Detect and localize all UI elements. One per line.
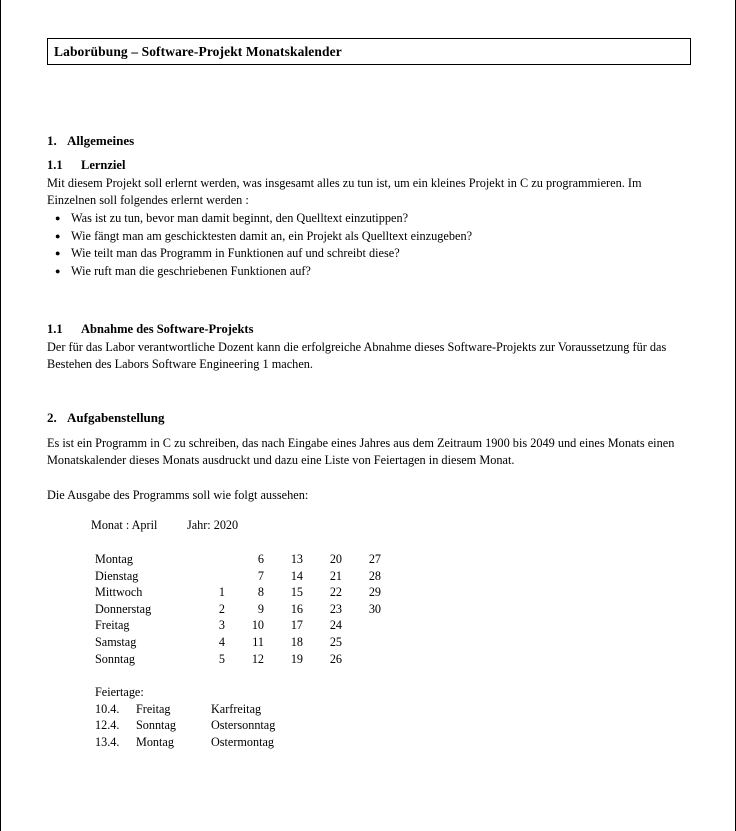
calendar-cell (349, 617, 388, 634)
calendar-cell: 29 (368, 585, 381, 600)
calendar-cell (193, 551, 232, 568)
sample-output-header (91, 517, 691, 534)
subsection-heading-lernziel (47, 158, 691, 173)
calendar-cell: 2 (218, 601, 225, 616)
holiday-list (95, 684, 691, 750)
table-row (95, 584, 388, 601)
calendar-cell: 1 (218, 585, 225, 600)
calendar-day-label: Samstag (95, 635, 137, 650)
calendar-day-label: Mittwoch (95, 585, 143, 600)
calendar-cell: 16 (290, 601, 303, 616)
section-number-general: 1. (47, 133, 57, 148)
lernziel-bullet-list (47, 210, 691, 280)
calendar-day-label: Donnerstag (95, 601, 152, 616)
calendar-cell (193, 568, 232, 585)
holiday-date: 10.4. (95, 701, 120, 716)
calendar-cell: 20 (329, 552, 342, 567)
calendar-cell: 23 (329, 601, 342, 616)
calendar-cell (349, 651, 388, 668)
document-content (47, 38, 691, 751)
section-number-aufgabenstellung: 2. (47, 410, 57, 425)
list-item (95, 734, 691, 751)
calendar-day-label: Dienstag (95, 568, 139, 583)
calendar-cell: 25 (329, 635, 342, 650)
calendar-day-label: Montag (95, 552, 133, 567)
calendar-cell: 11 (252, 635, 264, 650)
calendar-cell: 10 (251, 618, 264, 633)
paragraph-aufgabenstellung: Es ist ein Programm in C zu schreiben, das nach Eingabe eines Jahres aus dem Zeitraum 1900 bis 2049 und eines Monats einen Monatskalender dieses Monats ausdruckt und dazu eine Liste von Feiertagen in diesem Monat. (47, 436, 675, 467)
calendar-cell: 12 (251, 651, 264, 666)
calendar-day-label: Freitag (95, 618, 130, 633)
calendar-cell: 15 (290, 585, 303, 600)
table-row (95, 601, 388, 618)
subsection-number-abnahme: 1.1 (47, 322, 63, 336)
holiday-date: 13.4. (95, 735, 120, 750)
calendar-cell: 9 (257, 601, 264, 616)
subsection-title-abnahme: Abnahme des Software-Projekts (81, 322, 254, 336)
subsection-title-lernziel: Lernziel (81, 158, 126, 172)
calendar-cell: 28 (368, 568, 381, 583)
holiday-day: Sonntag (136, 718, 176, 733)
calendar-cell: 30 (368, 601, 381, 616)
calendar-cell: 8 (257, 585, 264, 600)
document-title-box (47, 38, 691, 65)
list-item (95, 701, 691, 718)
table-row (95, 568, 388, 585)
sample-output-block (91, 517, 691, 751)
holiday-day: Montag (136, 735, 174, 750)
calendar-cell: 18 (290, 635, 303, 650)
calendar-cell (349, 634, 388, 651)
list-item: ● Wie teilt man das Programm in Funktionen auf und schreibt diese? (47, 245, 691, 263)
calendar-cell: 24 (329, 618, 342, 633)
list-item: ● Was ist zu tun, bevor man damit beginnt, den Quelltext einzutippen? (47, 210, 691, 228)
calendar-table (95, 551, 388, 667)
list-item: ● Wie ruft man die geschriebenen Funktionen auf? (47, 263, 691, 281)
holiday-name: Karfreitag (211, 701, 262, 716)
holiday-name: Ostersonntag (211, 718, 276, 733)
section-title-aufgabenstellung: Aufgabenstellung (67, 410, 165, 425)
calendar-cell: 21 (329, 568, 342, 583)
sample-output-month: Monat : April (91, 517, 158, 532)
calendar-cell: 17 (290, 618, 303, 633)
table-row (95, 617, 388, 634)
subsection-number-lernziel: 1.1 (47, 158, 63, 172)
table-row (95, 551, 388, 568)
calendar-cell: 5 (218, 651, 225, 666)
calendar-cell: 6 (257, 552, 264, 567)
section-heading-aufgabenstellung (47, 410, 691, 426)
list-item: ● Wie fängt man am geschicktesten damit an, ein Projekt als Quelltext einzugeben? (47, 228, 691, 246)
calendar-day-label: Sonntag (95, 651, 135, 666)
calendar-cell: 3 (218, 618, 225, 633)
calendar-cell: 7 (257, 568, 264, 583)
page-title: Laborübung – Software-Projekt Monatskalender (54, 44, 342, 59)
list-item (95, 717, 691, 734)
holiday-list-label: Feiertage: (95, 685, 144, 700)
paragraph-abnahme: Der für das Labor verantwortliche Dozent kann die erfolgreiche Abnahme dieses Software-Projekts zur Voraussetzung für das Bestehen des Labors Software Engineering 1 machen. (47, 340, 667, 371)
calendar-cell: 13 (290, 552, 303, 567)
section-heading-general (47, 133, 691, 149)
holiday-name: Ostermontag (211, 735, 274, 750)
calendar-cell: 19 (290, 651, 303, 666)
paragraph-lernziel: Mit diesem Projekt soll erlernt werden, was insgesamt alles zu tun ist, um ein kleines Projekt in C zu programmieren. Im Einzelnen soll folgendes erlernt werden : (47, 176, 642, 207)
paragraph-output-intro: Die Ausgabe des Programms soll wie folgt aussehen: (47, 488, 309, 502)
section-title-general: Allgemeines (67, 133, 135, 148)
calendar-cell: 4 (218, 635, 225, 650)
subsection-heading-abnahme (47, 322, 691, 337)
calendar-cell: 14 (290, 568, 303, 583)
sample-output-year: Jahr: 2020 (187, 517, 239, 532)
calendar-cell: 26 (329, 651, 342, 666)
calendar-cell: 27 (368, 552, 381, 567)
table-row (95, 634, 388, 651)
table-row (95, 651, 388, 668)
calendar-cell: 22 (329, 585, 342, 600)
holiday-day: Freitag (136, 701, 171, 716)
holiday-date: 12.4. (95, 718, 120, 733)
